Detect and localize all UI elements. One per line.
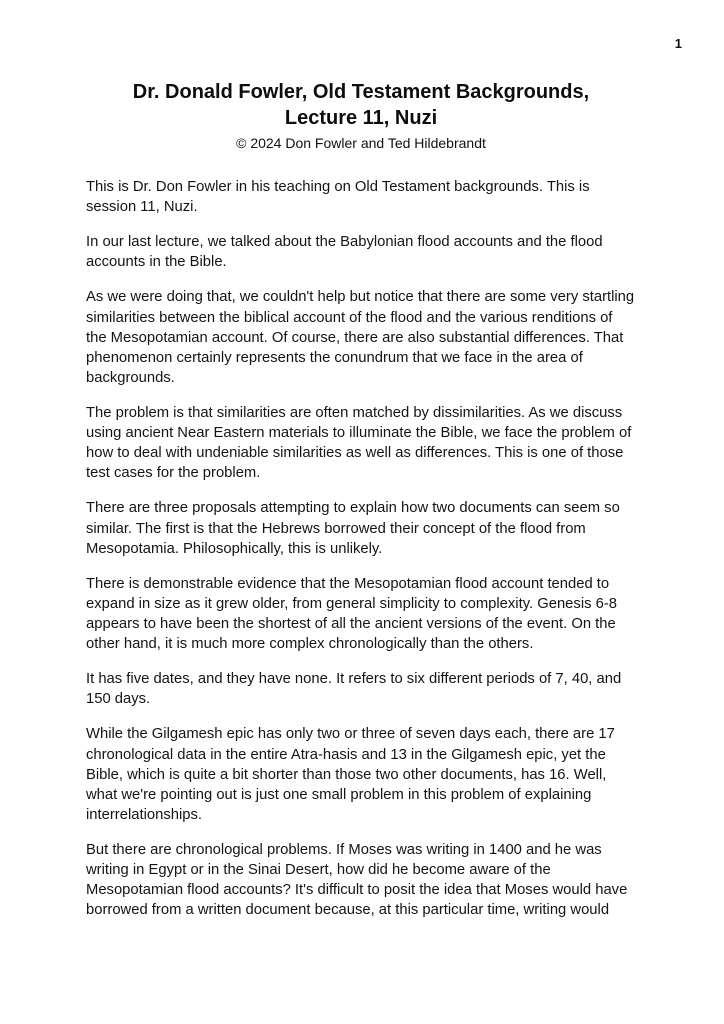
- paragraph: It has five dates, and they have none. It refers to six different periods of 7, 40, and 150 days.: [86, 671, 622, 708]
- copyright-line: © 2024 Don Fowler and Ted Hildebrandt: [236, 135, 486, 151]
- page-number: 1: [674, 36, 682, 51]
- document-title-line-1: Dr. Donald Fowler, Old Testament Backgrounds,: [132, 81, 590, 103]
- document-body: [86, 177, 636, 920]
- paragraph: In our last lecture, we talked about the Babylonian flood accounts and the flood accounts in the Bible.: [86, 234, 603, 271]
- paragraph: While the Gilgamesh epic has only two or three of seven days each, there are 17 chronological data in the entire Atra-hasis and 13 in the Gilgamesh epic, yet the Bible, which is quite a bit shorter than those two other documents, has 16. Well, what we're pointing out is just one small problem in this problem of explaining interrelationships.: [86, 726, 615, 823]
- paragraph: There is demonstrable evidence that the Mesopotamian flood account tended to expand in size as it grew older, from general simplicity to complexity. Genesis 6-8 appears to have been the shortest of all the ancient versions of the event. On the other hand, it is much more complex chronologically than the others.: [86, 575, 617, 653]
- paragraph: The problem is that similarities are often matched by dissimilarities. As we discuss using ancient Near Eastern materials to illuminate the Bible, we face the problem of how to deal with undeniable similarities as well as differences. This is one of those test cases for the problem.: [86, 404, 632, 482]
- paragraph: There are three proposals attempting to explain how two documents can seem so similar. The first is that the Hebrews borrowed their concept of the flood from Mesopotamia. Philosophically, this is unlikely.: [86, 500, 620, 557]
- document-title: [86, 79, 636, 131]
- paragraph: But there are chronological problems. If Moses was writing in 1400 and he was writing in Egypt or in the Sinai Desert, how did he become aware of the Mesopotamian flood accounts? It's difficult to posit the idea that Moses would have borrowed from a written document because, at this particular time, writing would: [86, 841, 628, 919]
- paragraph: As we were doing that, we couldn't help but notice that there are some very startling similarities between the biblical account of the flood and the various renditions of the Mesopotamian account. Of course, there are also substantial differences. That phenomenon certainly represents the conundrum that we face in the area of backgrounds.: [86, 289, 635, 386]
- document-title-line-2: Lecture 11, Nuzi: [284, 107, 438, 129]
- paragraph: This is Dr. Don Fowler in his teaching on Old Testament backgrounds. This is session 11, Nuzi.: [86, 179, 590, 216]
